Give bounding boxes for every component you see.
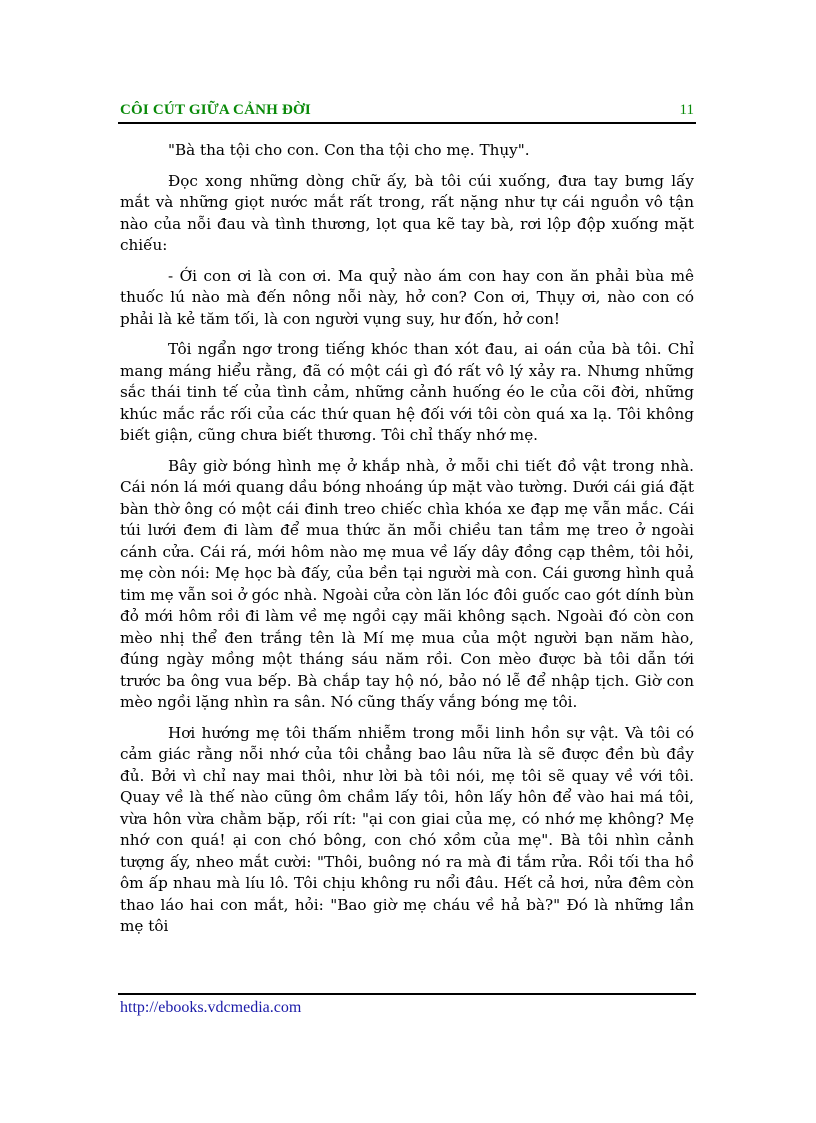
page-footer: [118, 993, 696, 1016]
body-text: [120, 140, 694, 947]
paragraph: Đọc xong những dòng chữ ấy, bà tôi cúi xuống, đưa tay bưng lấy mắt và những giọt nước mắt rất trong, rất nặng như tự cái nguồn vô tận nào của nỗi đau và tình thương, lọt qua kẽ tay bà, rơi lộp độp xuống mặt chiếu:: [120, 171, 694, 254]
paragraph: Hơi hướng mẹ tôi thấm nhiễm trong mỗi linh hồn sự vật. Và tôi có cảm giác rằng nỗi nhớ của tôi chẳng bao lâu nữa là sẽ được đền bù đầy đủ. Bởi vì chỉ nay mai thôi, như lời bà tôi nói, mẹ tôi sẽ quay về với tôi. Quay về là thế nào cũng ôm chầm lấy tôi, hôn lấy hôn để vào hai má tôi, vừa hôn vừa chằm bặp, rối rít: "ại con giai của mẹ, có nhớ mẹ không? Mẹ nhớ con quá! ại con chó bông, con chó xồm của mẹ". Bà tôi nhìn cảnh tượng ấy, nheo mắt cười: "Thôi, buông nó ra mà đi tắm rửa. Rồi tối tha hồ ôm ấp nhau mà líu lô. Tôi chịu không ru nổi đâu. Hết cả hơi, nửa đêm còn thao láo hai con mắt, hỏi: "Bao giờ mẹ cháu về hả bà?" Đó là những lần mẹ tôi: [120, 723, 694, 935]
page-number: 11: [679, 102, 694, 118]
page-header: [118, 100, 696, 124]
footer-link[interactable]: http://ebooks.vdcmedia.com: [120, 999, 302, 1016]
paragraph: - Ới con ơi là con ơi. Ma quỷ nào ám con hay con ăn phải bùa mê thuốc lú nào mà đến nông nỗi này, hở con? Con ơi, Thụy ơi, nào con có phải là kẻ tăm tối, là con người vụng suy, hư đốn, hở con!: [120, 266, 694, 328]
paragraph: Tôi ngẩn ngơ trong tiếng khóc than xót đau, ai oán của bà tôi. Chỉ mang máng hiểu rằng, đã có một cái gì đó rất vô lý xảy ra. Nhưng những sắc thái tinh tế của tình cảm, những cảnh huống éo le của cõi đời, những khúc mắc rắc rối của các thứ quan hệ đối với tôi còn quá xa lạ. Tôi không biết giận, cũng chưa biết thương. Tôi chỉ thấy nhớ mẹ.: [120, 340, 694, 444]
book-title: CÔI CÚT GIỮA CẢNH ĐỜI: [120, 102, 311, 118]
paragraph: "Bà tha tội cho con. Con tha tội cho mẹ. Thụy".: [168, 141, 530, 159]
paragraph: Bây giờ bóng hình mẹ ở khắp nhà, ở mỗi chi tiết đồ vật trong nhà. Cái nón lá mới quang dầu bóng nhoáng úp mặt vào tường. Dưới cái giá đặt bàn thờ ông có một cái đinh treo chiếc chìa khóa xe đạp mẹ vẫn mắc. Cái túi lưới đem đi làm để mua thức ăn mỗi chiều tan tầm mẹ treo ở ngoài cánh cửa. Cái rá, mới hôm nào mẹ mua về lấy dây đồng cạp thêm, tôi hỏi, mẹ còn nói: Mẹ học bà đấy, của bền tại người mà con. Cái gương hình quả tim mẹ vẫn soi ở góc nhà. Ngoài cửa còn lăn lóc đôi guốc cao gót dính bùn đỏ mới hôm rồi đi làm về mẹ ngồi cạy mãi không sạch. Ngoài đó còn con mèo nhị thể đen trắng tên là Mí mẹ mua của một người bạn năm hào, đúng ngày mồng một tháng sáu năm rồi. Con mèo được bà tôi dẫn tới trước ba ông vua bếp. Bà chắp tay hộ nó, bảo nó lễ để nhập tịch. Giờ con mèo ngồi lặng nhìn ra sân. Nó cũng thấy vắng bóng mẹ tôi.: [120, 456, 694, 711]
